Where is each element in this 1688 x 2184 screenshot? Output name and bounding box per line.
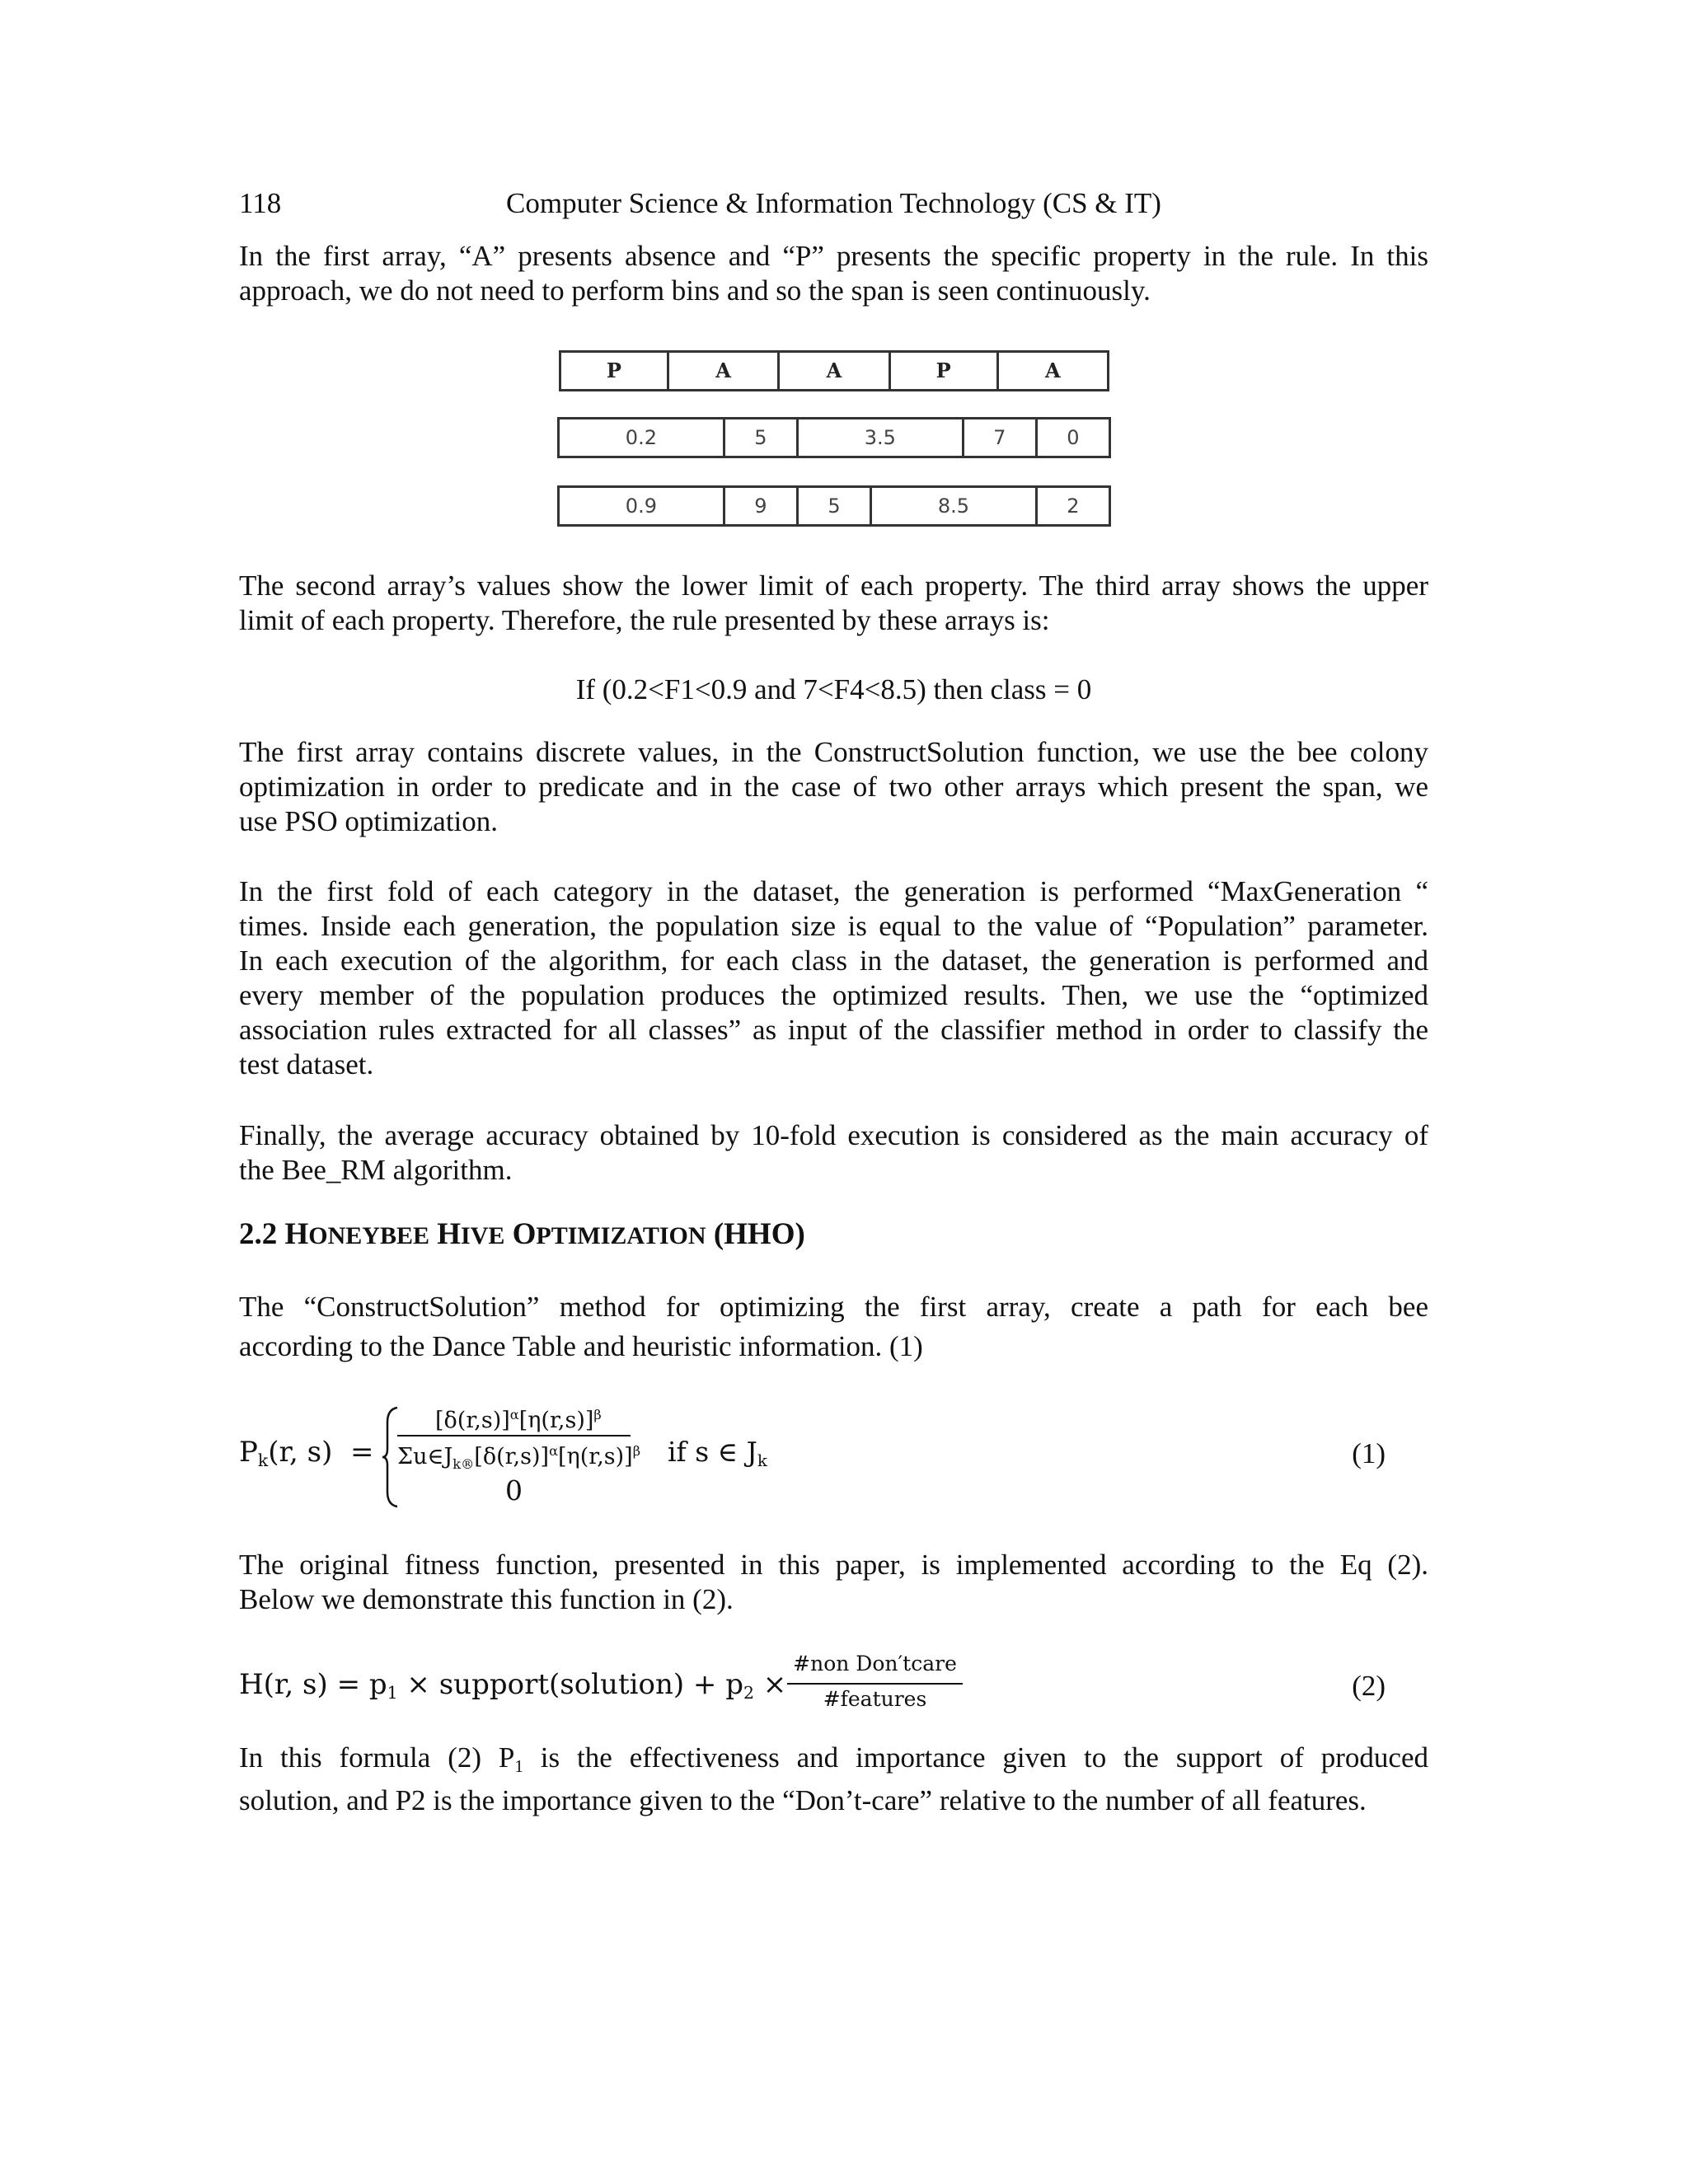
- paragraph-generation: [239, 874, 1428, 1082]
- paragraph-fitness: [239, 1548, 1428, 1617]
- array-cell: A: [997, 352, 1108, 391]
- eq-term: [η(r,s)]: [558, 1444, 633, 1469]
- paragraph-intro: [239, 239, 1428, 308]
- array-cell: 5: [724, 419, 797, 457]
- eq-subscript: 2: [743, 1683, 754, 1703]
- text-line: test dataset.: [239, 1048, 374, 1080]
- text-line: association rules extracted for all classes” as input of the classifier method in order to classify the: [239, 1014, 1428, 1046]
- eq-equals: =: [350, 1436, 374, 1469]
- paragraph-formula-explanation: [239, 1741, 1428, 1818]
- heading-smallcaps: IVE: [461, 1222, 505, 1249]
- array-upper-limit-table: [557, 485, 1111, 527]
- heading-smallcaps: PTIMIZATION: [536, 1222, 706, 1249]
- text-line: solution, and P2 is the importance given to the “Don’t-care” relative to the number of all features.: [239, 1784, 1367, 1816]
- text-line: The original fitness function, presented in this paper, is implemented according to the Eq (2).: [239, 1549, 1428, 1581]
- eq-superscript: β: [593, 1407, 602, 1422]
- equation-1-zero: 0: [505, 1474, 523, 1507]
- text-line: In each execution of the algorithm, for each class in the dataset, the generation is performed and: [239, 944, 1428, 977]
- text-run: In this formula (2) P: [239, 1741, 515, 1774]
- eq-subscript: k®: [452, 1456, 475, 1472]
- eq-term: H(r, s) = p: [239, 1668, 387, 1701]
- eq-term: [η(r,s)]: [518, 1408, 594, 1433]
- text-line: limit of each property. Therefore, the rule presented by these arrays is:: [239, 604, 1050, 636]
- eq-subscript: 1: [387, 1683, 398, 1703]
- rule-statement: If (0.2<F1<0.9 and 7<F4<8.5) then class = 0: [575, 673, 1092, 705]
- text-line: times. Inside each generation, the population size is equal to the value of “Population” parameter.: [239, 910, 1428, 942]
- eq-term: [δ(r,s)]: [435, 1408, 510, 1433]
- equation-2: [239, 1667, 786, 1710]
- heading-cap: H: [437, 1217, 462, 1251]
- eq-subscript: k: [757, 1451, 767, 1470]
- array-cell: 0: [1036, 419, 1109, 457]
- page-number: 118: [239, 187, 282, 219]
- equation-2-numerator: #non Don′tcare: [793, 1652, 957, 1675]
- text-line: Below we demonstrate this function in (2).: [239, 1583, 734, 1615]
- section-heading: [239, 1217, 805, 1254]
- text-line: every member of the population produces the optimized results. Then, we use the “optimized: [239, 979, 1428, 1011]
- array-cell: 0.2: [559, 419, 724, 457]
- equation-1-number: (1): [1352, 1437, 1386, 1469]
- text-line: In the first fold of each category in the dataset, the generation is performed “MaxGeneration “: [239, 875, 1428, 907]
- fraction-bar: [397, 1435, 631, 1436]
- array-cell: P: [560, 352, 668, 391]
- array-cell: 3.5: [797, 419, 963, 457]
- equation-2-number: (2): [1352, 1670, 1386, 1702]
- array-cell: 7: [963, 419, 1036, 457]
- paragraph-construct-solution: [239, 735, 1428, 839]
- text-run: is the effectiveness and importance given to the support of produced: [523, 1741, 1429, 1774]
- text-line: according to the Dance Table and heuristic information. (1): [239, 1330, 923, 1362]
- section-number: 2.2: [239, 1217, 278, 1251]
- journal-header: Computer Science & Information Technology (CS & IT): [506, 187, 1161, 219]
- text-line: [239, 1741, 1428, 1783]
- heading-cap: O: [512, 1217, 537, 1251]
- eq-term: ×: [753, 1668, 787, 1701]
- eq-term: [δ(r,s)]: [474, 1444, 550, 1469]
- eq-symbol: P: [239, 1436, 258, 1469]
- equation-1-numerator: [435, 1401, 602, 1435]
- subscript: 1: [514, 1756, 523, 1776]
- paragraph-hho: [239, 1287, 1428, 1366]
- array-lower-limit-table: [557, 417, 1111, 458]
- text-line: use PSO optimization.: [239, 805, 499, 837]
- array-cell: 2: [1036, 487, 1109, 526]
- eq-superscript: α: [549, 1443, 559, 1459]
- array-cell: 8.5: [871, 487, 1037, 526]
- heading-smallcaps: ONEYBEE: [308, 1222, 429, 1249]
- fraction-bar: [787, 1683, 963, 1685]
- array-cell: 0.9: [559, 487, 724, 526]
- eq-term: × support(solution) + p: [397, 1668, 743, 1701]
- equation-1-lhs: [239, 1435, 374, 1478]
- array-cell: A: [668, 352, 778, 391]
- array-cell: 9: [724, 487, 797, 526]
- heading-abbr: (HHO): [713, 1217, 805, 1251]
- text-line: The “ConstructSolution” method for optimizing the first array, create a path for each bee: [239, 1291, 1428, 1323]
- equation-1-condition: [668, 1435, 767, 1479]
- paragraph-array-explanation: [239, 569, 1428, 638]
- array-presence-table: [559, 350, 1109, 391]
- array-cell: 5: [797, 487, 870, 526]
- eq-subscript: k: [257, 1451, 269, 1470]
- equation-2-denominator: #features: [823, 1687, 927, 1711]
- heading-cap: H: [284, 1217, 309, 1251]
- eq-superscript: β: [632, 1443, 641, 1459]
- text-line: approach, we do not need to perform bins and so the span is seen continuously.: [239, 274, 1151, 307]
- equation-1-denominator: [397, 1437, 640, 1479]
- text-line: the Bee_RM algorithm.: [239, 1154, 513, 1186]
- text-line: The first array contains discrete values, in the ConstructSolution function, we use the bee colony: [239, 736, 1428, 768]
- eq-term: Σu∈J: [397, 1444, 453, 1469]
- eq-args: (r, s): [268, 1436, 333, 1469]
- eq-superscript: α: [509, 1407, 519, 1422]
- text-line: The second array’s values show the lower limit of each property. The third array shows the upper: [239, 569, 1428, 602]
- eq-term: if s ∈ J: [668, 1436, 757, 1468]
- array-cell: P: [889, 352, 997, 391]
- array-cell: A: [779, 352, 889, 391]
- paragraph-accuracy: [239, 1118, 1428, 1188]
- text-line: Finally, the average accuracy obtained by 10-fold execution is considered as the main accuracy of: [239, 1119, 1428, 1151]
- text-line: optimization in order to predicate and in the case of two other arrays which present the span, we: [239, 771, 1428, 803]
- text-line: In the first array, “A” presents absence and “P” presents the specific property in the rule. In this: [239, 240, 1428, 272]
